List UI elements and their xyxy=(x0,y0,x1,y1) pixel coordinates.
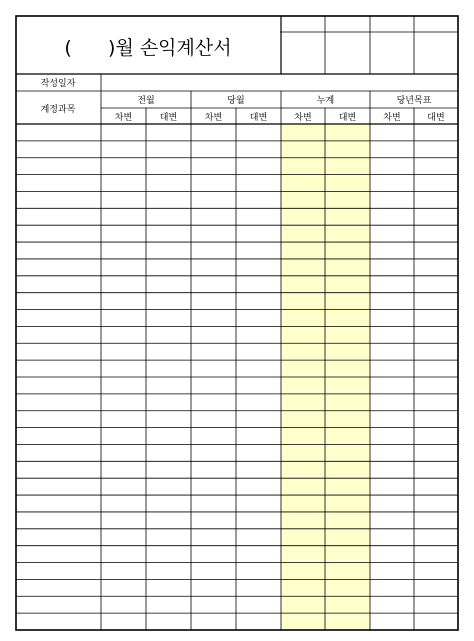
date-label: 작성일자 xyxy=(40,79,76,89)
group-header-2: 당월 xyxy=(227,96,245,106)
debit-header: 차변 xyxy=(383,113,401,123)
group-header-3: 누계 xyxy=(316,96,335,106)
debit-header: 차변 xyxy=(114,113,133,123)
group-header-1: 전월 xyxy=(137,96,155,106)
group-header-4: 당년목표 xyxy=(396,96,432,106)
credit-header: 대변 xyxy=(427,113,445,123)
credit-header: 대변 xyxy=(249,113,268,123)
form-title: ( )월 손익계산서 xyxy=(64,37,232,59)
debit-header: 차변 xyxy=(204,113,223,123)
credit-header: 대변 xyxy=(159,113,178,123)
credit-header: 대변 xyxy=(338,113,357,123)
account-label: 계정과목 xyxy=(40,105,76,115)
debit-header: 차변 xyxy=(294,113,312,123)
